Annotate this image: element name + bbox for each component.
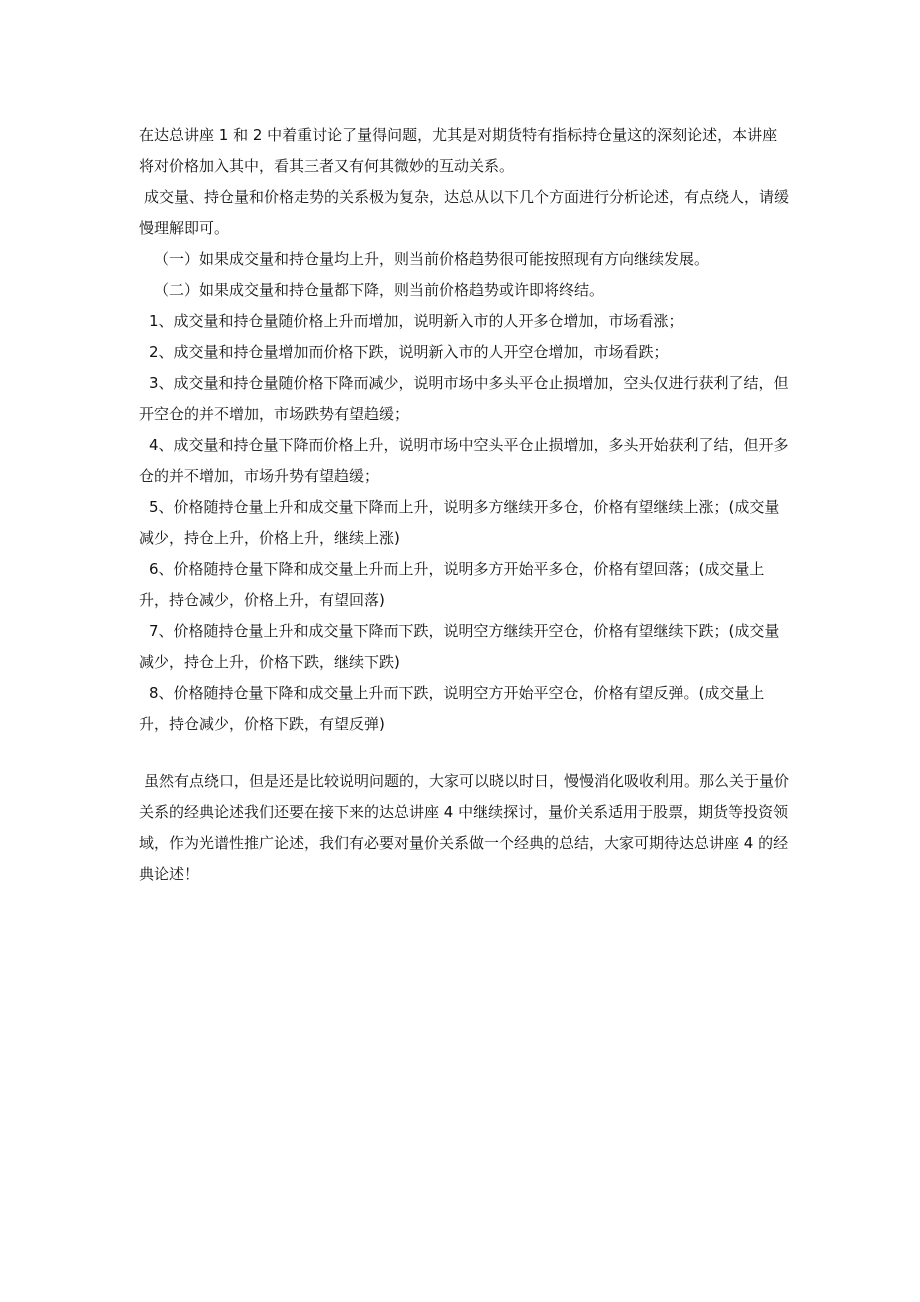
intro-paragraph: 在达总讲座 1 和 2 中着重讨论了量得问题，尤其是对期货特有指标持仓量这的深刻论述，本讲座将对价格加入其中，看其三者又有何其微妙的互动关系。 — [139, 126, 778, 175]
list-item-6: 6、价格随持仓量下降和成交量上升而上升，说明多方开始平多仓，价格有望回落；(成交量上升，持仓减少，价格上升，有望回落) — [139, 560, 765, 609]
list-item-8: 8、价格随持仓量下降和成交量上升而下跌，说明空方开始平空仓，价格有望反弹。(成交量上升，持仓减少，价格下跌，有望反弹) — [139, 684, 765, 733]
list-item-5: 5、价格随持仓量上升和成交量下降而上升，说明多方继续开多仓，价格有望继续上涨；(成交量减少，持仓上升，价格上升，继续上涨) — [139, 498, 780, 547]
list-item-7: 7、价格随持仓量上升和成交量下降而下跌，说明空方继续开空仓，价格有望继续下跌；(成交量减少，持仓上升，价格下跌，继续下跌) — [139, 622, 780, 671]
rule-one-paragraph: （一）如果成交量和持仓量均上升，则当前价格趋势很可能按照现有方向继续发展。 — [154, 250, 710, 268]
overview-paragraph: 成交量、持仓量和价格走势的关系极为复杂，达总从以下几个方面进行分析论述，有点绕人，请缓慢理解即可。 — [139, 188, 790, 237]
closing-paragraph: 虽然有点绕口，但是还是比较说明问题的，大家可以晓以时日，慢慢消化吸收利用。那么关于量价关系的经典论述我们还要在接下来的达总讲座 4 中继续探讨，量价关系适用于股票，期货等投资领域，作为光谱性推广论述，我们有必要对量价关系做一个经典的总结，大家可期待达总讲座 4 的经典论述！ — [139, 772, 790, 883]
list-item-3: 3、成交量和持仓量随价格下降而减少，说明市场中多头平仓止损增加，空头仅进行获利了结，但开空仓的并不增加，市场跌势有望趋缓； — [139, 374, 789, 423]
list-item-1: 1、成交量和持仓量随价格上升而增加，说明新入市的人开多仓增加，市场看涨； — [149, 312, 684, 330]
list-item-4: 4、成交量和持仓量下降而价格上升，说明市场中空头平仓止损增加，多头开始获利了结，但开多仓的并不增加，市场升势有望趋缓； — [139, 436, 789, 485]
paragraph-gap — [139, 740, 791, 766]
rule-two-paragraph: （二）如果成交量和持仓量都下降，则当前价格趋势或许即将终结。 — [154, 281, 605, 299]
list-item-2: 2、成交量和持仓量增加而价格下跌，说明新入市的人开空仓增加，市场看跌； — [149, 343, 669, 361]
document-body — [139, 120, 791, 890]
